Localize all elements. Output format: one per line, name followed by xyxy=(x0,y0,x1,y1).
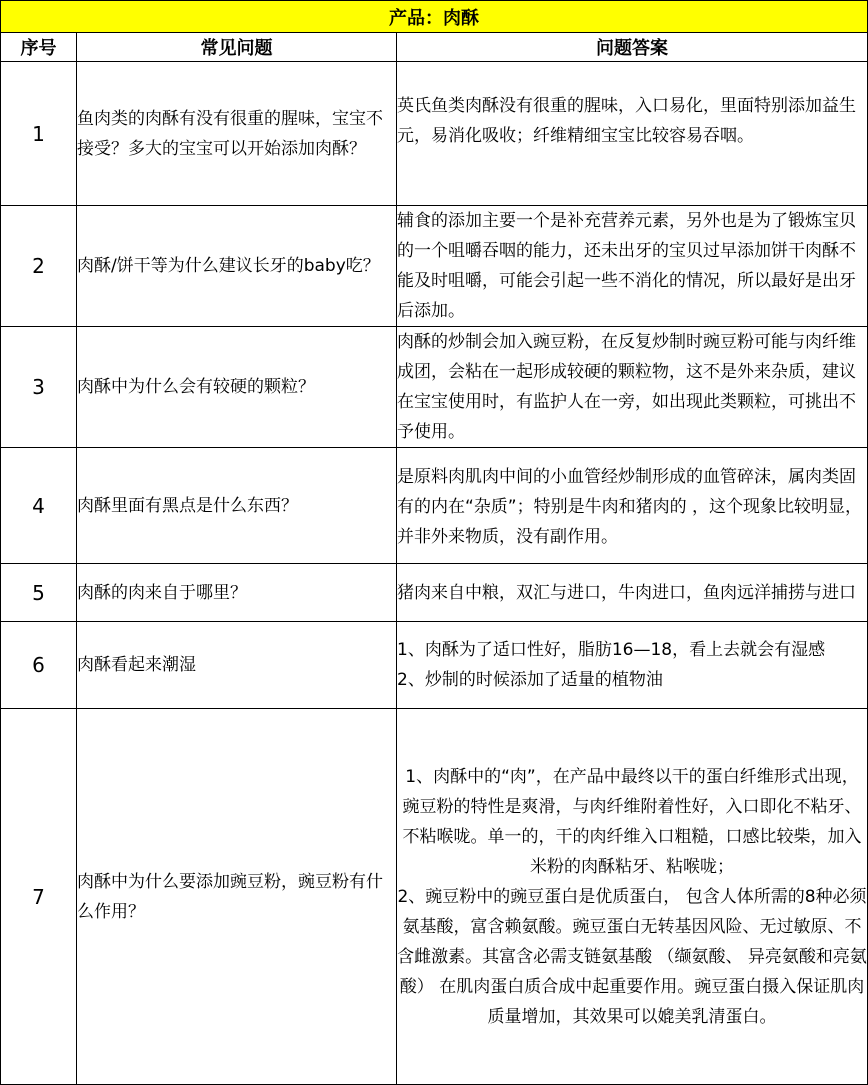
row-question: 肉酥/饼干等为什么建议长牙的baby吃？ xyxy=(77,206,397,327)
row-answer: 辅食的添加主要一个是补充营养元素，另外也是为了锻炼宝贝的一个咀嚼吞咽的能力，还未出牙的宝贝过早添加饼干肉酥不能及时咀嚼，可能会引起一些不消化的情况，所以最好是出牙后添加。 xyxy=(397,206,868,327)
header-num: 序号 xyxy=(1,33,77,62)
row-question: 肉酥看起来潮湿 xyxy=(77,622,397,709)
table-row xyxy=(1,709,868,1085)
row-answer: 是原料肉肌肉中间的小血管经炒制形成的血管碎沫，属肉类固有的内在“杂质”；特别是牛肉和猪肉的 ，这个现象比较明显，并非外来物质，没有副作用。 xyxy=(397,448,868,564)
title-row xyxy=(1,1,868,33)
row-answer: 肉酥的炒制会加入豌豆粉，在反复炒制时豌豆粉可能与肉纤维成团，会粘在一起形成较硬的颗粒物，这不是外来杂质，建议在宝宝使用时，有监护人在一旁，如出现此类颗粒，可挑出不予使用。 xyxy=(397,327,868,448)
row-number: 7 xyxy=(1,709,77,1085)
answer-line: 2、豌豆粉中的豌豆蛋白是优质蛋白， 包含人体所需的8种必须氨基酸，富含赖氨酸。豌豆蛋白无转基因风险、无过敏原、不含雌激素。其富含必需支链氨基酸 （缬氨酸、 异亮氨酸和亮氨酸） 在肌肉蛋白质合成中起重要作用。豌豆蛋白摄入保证肌肉质量增加，其效果可以媲美乳清蛋白。 xyxy=(397,886,867,1027)
answer-line: 2、炒制的时候添加了适量的植物油 xyxy=(397,670,663,690)
table-row xyxy=(1,62,868,206)
row-answer xyxy=(397,709,868,1085)
table-row xyxy=(1,448,868,564)
product-title: 产品：肉酥 xyxy=(1,1,868,33)
row-question: 鱼肉类的肉酥有没有很重的腥味，宝宝不接受？多大的宝宝可以开始添加肉酥？ xyxy=(77,62,397,206)
row-question: 肉酥中为什么会有较硬的颗粒？ xyxy=(77,327,397,448)
answer-line: 1、肉酥为了适口性好，脂肪16—18，看上去就会有湿感 xyxy=(397,640,826,660)
row-question: 肉酥里面有黑点是什么东西？ xyxy=(77,448,397,564)
header-row xyxy=(1,33,868,62)
header-question: 常见问题 xyxy=(77,33,397,62)
header-answer: 问题答案 xyxy=(397,33,868,62)
table-row xyxy=(1,564,868,622)
answer-line: 1、肉酥中的“肉”，在产品中最终以干的蛋白纤维形式出现，豌豆粉的特性是爽滑，与肉纤维附着性好，入口即化不粘牙、不粘喉咙。单一的，干的肉纤维入口粗糙，口感比较柴，加入米粉的肉酥粘牙、粘喉咙； xyxy=(402,766,862,877)
row-answer xyxy=(397,622,868,709)
row-question: 肉酥中为什么要添加豌豆粉，豌豆粉有什么作用？ xyxy=(77,709,397,1085)
row-answer: 猪肉来自中粮，双汇与进口，牛肉进口，鱼肉远洋捕捞与进口 xyxy=(397,564,868,622)
row-answer: 英氏鱼类肉酥没有很重的腥味，入口易化，里面特别添加益生元，易消化吸收；纤维精细宝宝比较容易吞咽。 xyxy=(397,62,868,206)
row-number: 3 xyxy=(1,327,77,448)
table-row xyxy=(1,327,868,448)
row-number: 1 xyxy=(1,62,77,206)
table-row xyxy=(1,206,868,327)
row-number: 5 xyxy=(1,564,77,622)
row-number: 2 xyxy=(1,206,77,327)
row-number: 6 xyxy=(1,622,77,709)
table-row xyxy=(1,622,868,709)
row-question: 肉酥的肉来自于哪里？ xyxy=(77,564,397,622)
row-number: 4 xyxy=(1,448,77,564)
